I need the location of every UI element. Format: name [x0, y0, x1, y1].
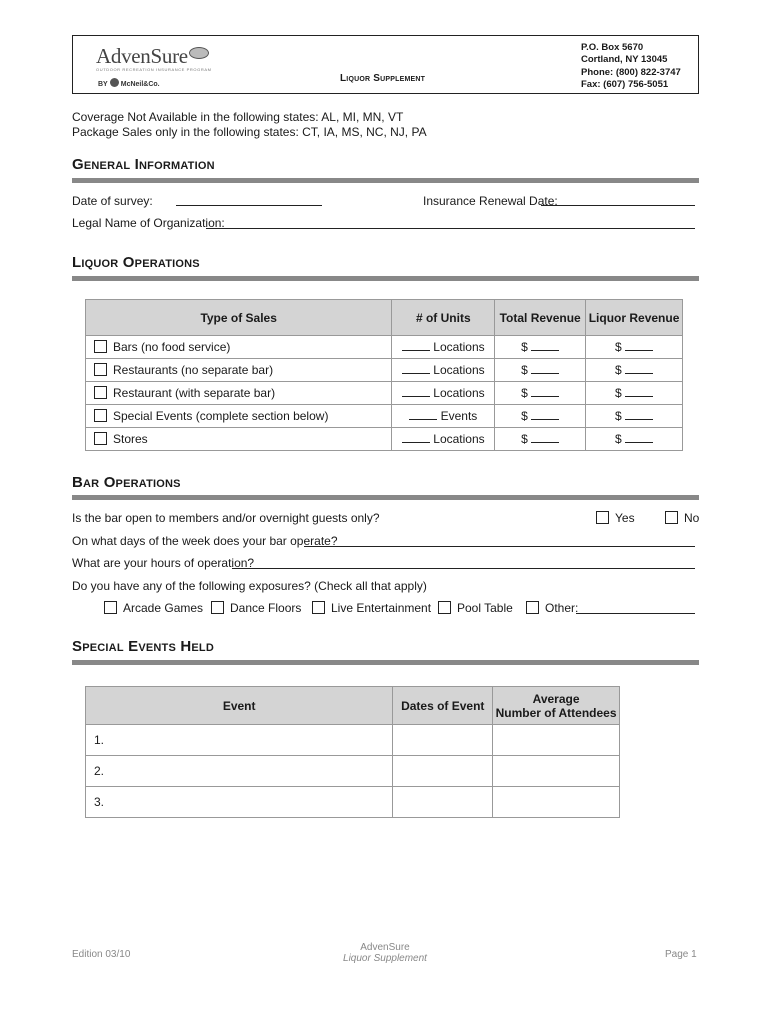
attendees-cell[interactable]	[493, 787, 620, 818]
units-blank[interactable]	[402, 388, 430, 397]
liquor-revenue-blank[interactable]	[625, 388, 653, 397]
events-table	[85, 686, 620, 818]
table-row: Restaurants (no separate bar) Locations $ $	[86, 359, 683, 382]
section-title-events: Special Events Held	[72, 638, 214, 655]
attendees-cell[interactable]	[493, 725, 620, 756]
edition-label: Edition 03/10	[72, 949, 131, 960]
dates-cell[interactable]	[393, 756, 493, 787]
total-revenue-blank[interactable]	[531, 342, 559, 351]
date-of-survey-label: Date of survey:	[72, 194, 153, 208]
liquor-sales-table	[85, 299, 683, 451]
section-title-bar: Bar Operations	[72, 474, 181, 491]
table-row: Restaurant (with separate bar) Locations $ $	[86, 382, 683, 405]
section-title-liquor: Liquor Operations	[72, 254, 200, 271]
address-line: Phone: (800) 822-3747	[581, 66, 681, 78]
address-line: Cortland, NY 13045	[581, 54, 668, 66]
members-question: Is the bar open to members and/or overnight guests only?	[72, 511, 380, 525]
package-note: Package Sales only in the following states: CT, IA, MS, NC, NJ, PA	[72, 125, 427, 139]
table-row: Stores Locations $ $	[86, 428, 683, 451]
exposure-dance[interactable]: Dance Floors	[211, 601, 301, 615]
total-revenue-blank[interactable]	[531, 434, 559, 443]
section-rule	[72, 178, 699, 183]
liquor-revenue-blank[interactable]	[625, 342, 653, 351]
section-rule	[72, 276, 699, 281]
checkbox[interactable]	[94, 432, 107, 445]
renewal-date-field[interactable]	[541, 205, 695, 206]
table-row	[86, 725, 620, 756]
no-option[interactable]: No	[665, 511, 699, 525]
total-revenue-blank[interactable]	[531, 388, 559, 397]
exposure-other[interactable]: Other:	[526, 601, 578, 615]
attendees-cell[interactable]	[493, 756, 620, 787]
col-header-liquor: Liquor Revenue	[586, 300, 683, 336]
units-blank[interactable]	[409, 411, 437, 420]
dates-cell[interactable]	[393, 725, 493, 756]
col-header-units: # of Units	[392, 300, 495, 336]
dates-cell[interactable]	[393, 787, 493, 818]
legal-name-label: Legal Name of Organization:	[72, 216, 225, 230]
event-cell[interactable]: 2.	[86, 756, 393, 787]
liquor-revenue-blank[interactable]	[625, 365, 653, 374]
coverage-note: Coverage Not Available in the following states: AL, MI, MN, VT	[72, 110, 404, 124]
exposures-question: Do you have any of the following exposures? (Check all that apply)	[72, 579, 427, 593]
checkbox[interactable]	[596, 511, 609, 524]
checkbox[interactable]	[312, 601, 325, 614]
yes-option[interactable]: Yes	[596, 511, 635, 525]
section-rule	[72, 660, 699, 665]
checkbox[interactable]	[526, 601, 539, 614]
address-block	[581, 42, 681, 91]
checkbox[interactable]	[94, 386, 107, 399]
advensure-logo	[96, 44, 216, 88]
page-number: Page 1	[665, 949, 697, 960]
checkbox[interactable]	[104, 601, 117, 614]
exposure-pool[interactable]: Pool Table	[438, 601, 513, 615]
address-line: P.O. Box 5670	[581, 42, 644, 53]
col-header-dates: Dates of Event	[393, 687, 493, 725]
total-revenue-blank[interactable]	[531, 411, 559, 420]
units-blank[interactable]	[402, 365, 430, 374]
col-header-type: Type of Sales	[86, 300, 392, 336]
event-cell[interactable]: 3.	[86, 787, 393, 818]
table-row	[86, 787, 620, 818]
event-cell[interactable]: 1.	[86, 725, 393, 756]
mcneil-seal-icon	[110, 78, 119, 87]
hours-field[interactable]	[232, 568, 695, 569]
units-blank[interactable]	[402, 434, 430, 443]
days-field[interactable]	[304, 546, 695, 547]
table-row	[86, 756, 620, 787]
checkbox[interactable]	[94, 340, 107, 353]
renewal-date-label: Insurance Renewal Date:	[423, 194, 558, 208]
logo-name: AdvenSure	[96, 44, 188, 68]
other-field[interactable]	[576, 613, 695, 614]
col-header-total: Total Revenue	[495, 300, 586, 336]
table-row: Special Events (complete section below) Events $ $	[86, 405, 683, 428]
col-header-attendees: Average Number of Attendees	[493, 687, 620, 725]
liquor-revenue-blank[interactable]	[625, 411, 653, 420]
checkbox[interactable]	[665, 511, 678, 524]
units-blank[interactable]	[402, 342, 430, 351]
date-of-survey-field[interactable]	[176, 205, 322, 206]
checkbox[interactable]	[438, 601, 451, 614]
section-rule	[72, 495, 699, 500]
legal-name-field[interactable]	[206, 228, 695, 229]
logo-by-line: BY McNeil&Co.	[98, 78, 216, 88]
table-row: Bars (no food service) Locations $ $	[86, 336, 683, 359]
total-revenue-blank[interactable]	[531, 365, 559, 374]
form-title: Liquor Supplement	[340, 73, 426, 84]
hours-question: What are your hours of operation?	[72, 556, 255, 570]
checkbox[interactable]	[94, 363, 107, 376]
exposure-arcade[interactable]: Arcade Games	[104, 601, 203, 615]
logo-ball-icon	[189, 47, 209, 59]
exposure-live[interactable]: Live Entertainment	[312, 601, 431, 615]
liquor-revenue-blank[interactable]	[625, 434, 653, 443]
checkbox[interactable]	[211, 601, 224, 614]
address-line: Fax: (607) 756-5051	[581, 78, 669, 90]
footer-brand: AdvenSure Liquor Supplement	[343, 942, 427, 964]
logo-tagline: OUTDOOR RECREATION INSURANCE PROGRAM	[96, 67, 212, 72]
checkbox[interactable]	[94, 409, 107, 422]
col-header-event: Event	[86, 687, 393, 725]
section-title-general: General Information	[72, 156, 215, 173]
days-question: On what days of the week does your bar operate?	[72, 534, 338, 548]
